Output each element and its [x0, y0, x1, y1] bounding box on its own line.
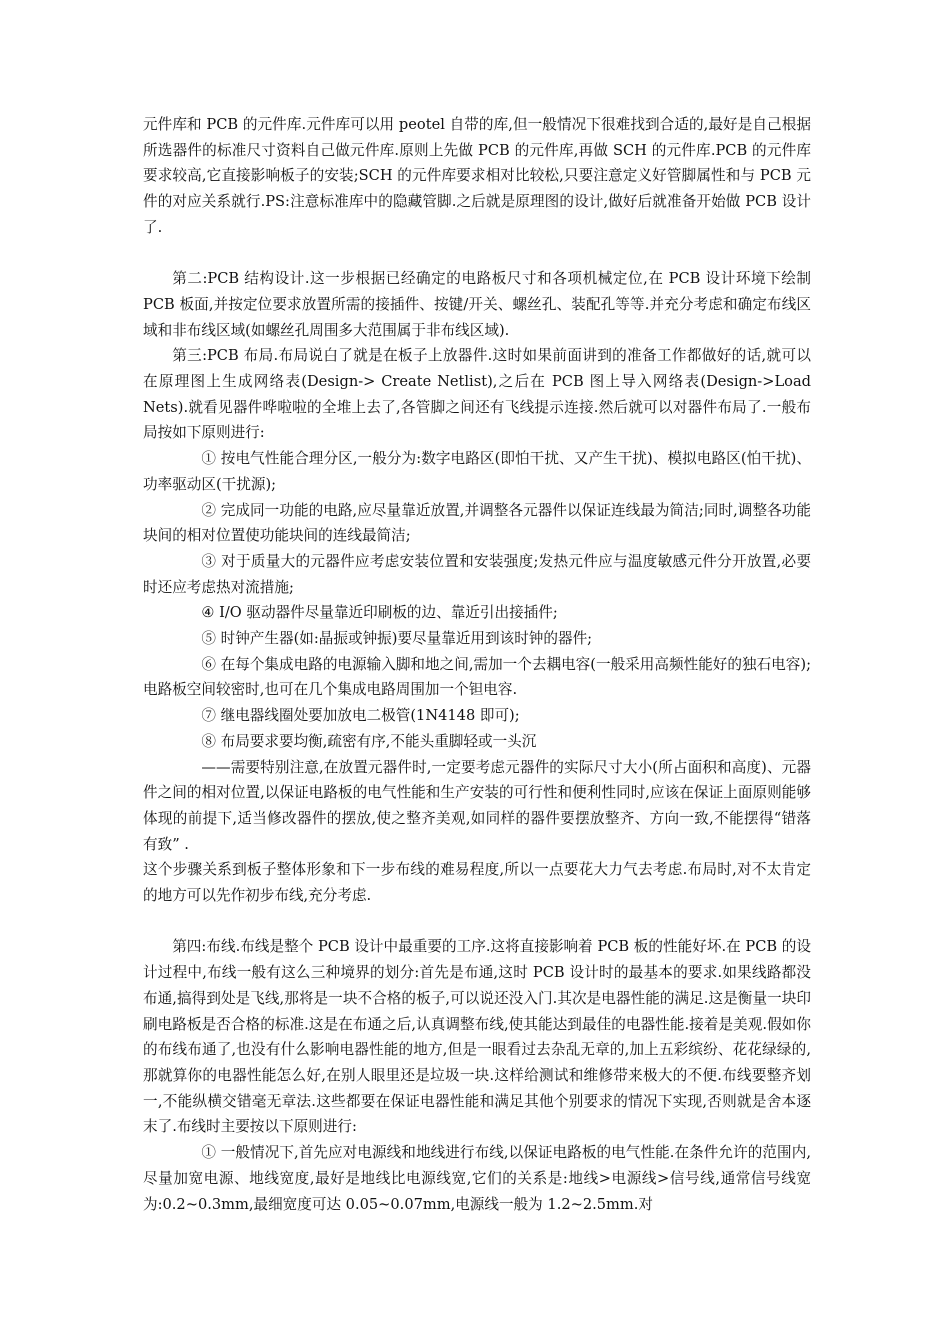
paragraph-intro: 元件库和 PCB 的元件库.元件库可以用 peotel 自带的库,但一般情况下很难找到合适的,最好是自己根据所选器件的标准尺寸资料自己做元件库.原则上先做 PCB 的元件库,再做 SCH 的元件库.PCB 的元件库要求较高,它直接影响板子的安装;SCH 的元件库要求相对比较松,只要注意定义好管脚属性和与 PCB 元件的对应关系就行.PS:注意标准库中的隐藏管脚.之后就是原理图的设计,做好后就准备开始做 PCB 设计了.: [143, 116, 811, 236]
list-item-layout-5: ⑤ 时钟产生器(如:晶振或钟振)要尽量靠近用到该时钟的器件;: [201, 630, 593, 648]
list-item-routing-1: ① 一般情况下,首先应对电源线和地线进行布线,以保证电路板的电气性能.在条件允许的范围内,尽量加宽电源、地线宽度,最好是地线比电源线宽,它们的关系是:地线>电源线>信号线,通常信号线宽为:0.2~0.3mm,最细宽度可达 0.05~0.07mm,电源线一般为 1.2~2.5mm.对: [143, 1144, 811, 1213]
list-item-layout-1: ① 按电气性能合理分区,一般分为:数字电路区(即怕干扰、又产生干扰)、模拟电路区(怕干扰)、功率驱动区(干扰源);: [143, 450, 811, 493]
paragraph-step-2: 第二:PCB 结构设计.这一步根据已经确定的电路板尺寸和各项机械定位,在 PCB 设计环境下绘制 PCB 板面,并按定位要求放置所需的接插件、按键/开关、螺丝孔、装配孔等等.并充分考虑和确定布线区域和非布线区域(如螺丝孔周围多大范围属于非布线区域).: [143, 270, 811, 339]
blank-line: [143, 241, 811, 267]
list-item-layout-6: ⑥ 在每个集成电路的电源输入脚和地之间,需加一个去耦电容(一般采用高频性能好的独石电容);电路板空间较密时,也可在几个集成电路周围加一个钽电容.: [143, 655, 811, 699]
blank-line: [143, 909, 811, 935]
list-item-layout-7: ⑦ 继电器线圈处要加放电二极管(1N4148 即可);: [201, 707, 520, 725]
list-item-layout-4: ④ I/O 驱动器件尽量靠近印刷板的边、靠近引出接插件;: [201, 604, 558, 622]
paragraph-step-4: 第四:布线.布线是整个 PCB 设计中最重要的工序.这将直接影响着 PCB 板的性能好坏.在 PCB 的设计过程中,布线一般有这么三种境界的划分:首先是布通,这时 PCB 设计时的最基本的要求.如果线路都没布通,搞得到处是飞线,那将是一块不合格的板子,可以说还没入门.其次是电器性能的满足.这是衡量一块印刷电路板是否合格的标准.这是在布通之后,认真调整布线,使其能达到最佳的电器性能.接着是美观.假如你的布线布通了,也没有什么影响电器性能的地方,但是一眼看过去杂乱无章的,加上五彩缤纷、花花绿绿的,那就算你的电器性能怎么好,在别人眼里还是垃圾一块.这样给测试和维修带来极大的不便.布线要整齐划一,不能纵横交错毫无章法.这些都要在保证电器性能和满足其他个别要求的情况下实现,否则就是舍本逐末了.布线时主要按以下原则进行:: [143, 938, 811, 1136]
paragraph-step-3: 第三:PCB 布局.布局说白了就是在板子上放器件.这时如果前面讲到的准备工作都做好的话,就可以在原理图上生成网络表(Design-> Create Netlist),之后在 PCB 图上导入网络表(Design->Load Nets).就看见器件哗啦啦的全堆上去了,各管脚之间还有飞线提示连接.然后就可以对器件布局了.一般布局按如下原则进行:: [143, 347, 811, 442]
list-item-layout-2: ② 完成同一功能的电路,应尽量靠近放置,并调整各元器件以保证连线最为简洁;同时,调整各功能块间的相对位置使功能块间的连线最简洁;: [143, 501, 811, 545]
document-page: [143, 112, 811, 1217]
paragraph-layout-summary: 这个步骤关系到板子整体形象和下一步布线的难易程度,所以一点要花大力气去考虑.布局时,对不太肯定的地方可以先作初步布线,充分考虑.: [143, 861, 811, 905]
list-item-layout-3: ③ 对于质量大的元器件应考虑安装位置和安装强度;发热元件应与温度敏感元件分开放置,必要时还应考虑热对流措施;: [143, 552, 811, 596]
list-item-layout-8: ⑧ 布局要求要均衡,疏密有序,不能头重脚轻或一头沉: [201, 732, 537, 750]
paragraph-layout-note: ——需要特别注意,在放置元器件时,一定要考虑元器件的实际尺寸大小(所占面积和高度)、元器件之间的相对位置,以保证电路板的电气性能和生产安装的可行性和便利性同时,应该在保证上面原则能够体现的前提下,适当修改器件的摆放,使之整齐美观,如同样的器件要摆放整齐、方向一致,不能摆得“错落有致” .: [143, 758, 811, 853]
